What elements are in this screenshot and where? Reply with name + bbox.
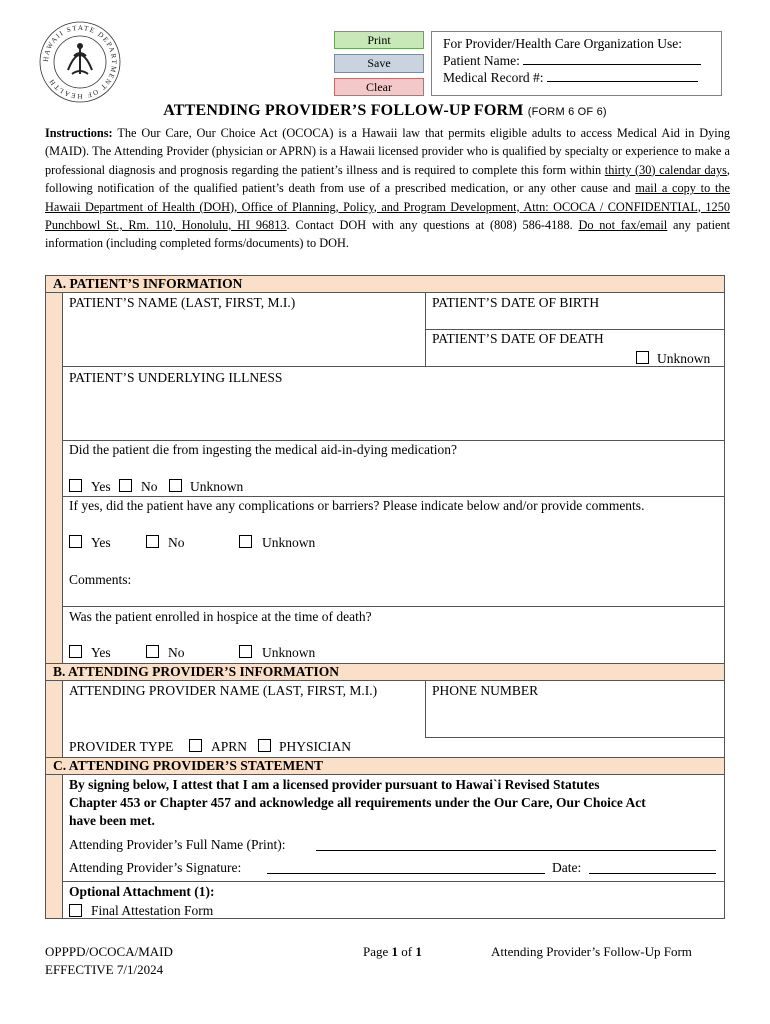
department-of-health-seal	[38, 20, 122, 104]
page-num: 1	[391, 944, 399, 959]
divider	[425, 681, 426, 738]
provider-type-label: PROVIDER TYPE	[69, 739, 174, 754]
patient-dod-label: PATIENT’S DATE OF DEATH	[432, 331, 604, 346]
attestation-line-2: Chapter 453 or Chapter 457 and acknowledge all requirements under the Our Care, Our Choice Act	[69, 795, 646, 810]
page-total: 1	[415, 944, 422, 959]
signature-label: Attending Provider’s Signature:	[69, 860, 242, 875]
dod-unknown-label: Unknown	[657, 351, 711, 366]
date-label: Date:	[552, 860, 582, 875]
q1-no-label: No	[141, 479, 158, 494]
q1-yes-label: Yes	[91, 479, 111, 494]
q1-unknown-label: Unknown	[190, 479, 244, 494]
final-attestation-label: Final Attestation Form	[91, 903, 214, 918]
q3-unknown-checkbox[interactable]	[239, 645, 252, 658]
physician-checkbox[interactable]	[258, 739, 271, 752]
question-died-from-medication: Did the patient die from ingesting the medical aid-in-dying medication?	[69, 442, 458, 457]
q3-yes-label: Yes	[91, 645, 111, 660]
print-button[interactable]: Print	[334, 31, 424, 49]
page-prefix: Page	[363, 944, 392, 959]
instructions-text-4: any patient information (including completed forms/documents) to DOH.	[45, 218, 731, 251]
section-a-header: A. PATIENT’S INFORMATION	[46, 275, 724, 293]
section-b-sidebar	[46, 681, 63, 757]
title-main: ATTENDING PROVIDER’S FOLLOW-UP FORM	[163, 102, 524, 119]
divider	[63, 440, 724, 441]
q2-yes-checkbox[interactable]	[69, 535, 82, 548]
instructions-deadline: thirty (30) calendar days	[604, 162, 727, 177]
full-name-label: Attending Provider’s Full Name (Print):	[69, 837, 286, 852]
footer-effective: EFFECTIVE 7/1/2024	[45, 962, 164, 977]
physician-label: PHYSICIAN	[279, 739, 352, 754]
date-line[interactable]	[589, 873, 716, 874]
divider	[63, 496, 724, 497]
page-title	[0, 102, 770, 120]
title-sub: (FORM 6 OF 6)	[527, 106, 607, 118]
patient-name-label: Patient Name:	[443, 53, 520, 68]
clear-button[interactable]: Clear	[334, 78, 424, 96]
footer-form-name: Attending Provider’s Follow-Up Form	[491, 944, 692, 959]
dod-unknown-checkbox[interactable]	[636, 351, 649, 364]
q3-unknown-label: Unknown	[262, 645, 316, 660]
medical-record-line[interactable]	[547, 69, 698, 82]
full-name-line[interactable]	[316, 850, 716, 851]
attestation-line-3: have been met.	[69, 813, 155, 828]
divider	[63, 606, 724, 607]
q3-no-label: No	[168, 645, 185, 660]
q2-no-label: No	[168, 535, 185, 550]
patient-name-row	[443, 52, 721, 69]
instructions	[45, 124, 730, 253]
signature-line[interactable]	[267, 873, 545, 874]
svg-text:HAWAII STATE DEPARTMENT OF HEA: HAWAII STATE DEPARTMENT OF HEALTH	[41, 23, 119, 101]
provider-box-heading: For Provider/Health Care Organization Use:	[443, 36, 682, 51]
save-button[interactable]: Save	[334, 54, 424, 73]
divider	[425, 329, 724, 330]
divider	[425, 737, 724, 738]
q1-unknown-checkbox[interactable]	[169, 479, 182, 492]
medical-record-label: Medical Record #:	[443, 70, 544, 85]
instructions-text-2: , following notification of the qualified patient’s death from use of a prescribed medication, or any other cause and	[45, 162, 730, 196]
q3-no-checkbox[interactable]	[146, 645, 159, 658]
attestation-line-1: By signing below, I attest that I am a licensed provider pursuant to Hawai`i Revised Statutes	[69, 777, 600, 792]
section-c-header: C. ATTENDING PROVIDER’S STATEMENT	[46, 757, 724, 775]
provider-name-label: ATTENDING PROVIDER NAME (LAST, FIRST, M.I.)	[69, 683, 378, 698]
q3-yes-checkbox[interactable]	[69, 645, 82, 658]
section-b-header: B. ATTENDING PROVIDER’S INFORMATION	[46, 663, 724, 681]
q2-yes-label: Yes	[91, 535, 111, 550]
section-c-sidebar	[46, 775, 63, 918]
underlying-illness-label: PATIENT’S UNDERLYING ILLNESS	[69, 370, 283, 385]
q1-no-checkbox[interactable]	[119, 479, 132, 492]
comments-label: Comments:	[69, 572, 132, 587]
divider	[63, 366, 724, 367]
aprn-label: APRN	[211, 739, 248, 754]
instructions-text-3: . Contact DOH with any questions at (808) 586-4188.	[286, 218, 579, 233]
instructions-no-fax: Do not fax/email	[578, 218, 668, 233]
instructions-text-1: The Our Care, Our Choice Act (OCOCA) is a Hawaii law that permits eligible adults to access Medical Aid in Dying (MAID). The Attending Provider (physician or APRN) is a Hawaii licensed provider who is qualified by specialty or experience to make a professional diagnosis and prognosis regarding the patient’s illness and is required to complete this form within	[45, 126, 730, 177]
divider	[63, 881, 724, 882]
q1-yes-checkbox[interactable]	[69, 479, 82, 492]
patient-name-label: PATIENT’S NAME (LAST, FIRST, M.I.)	[69, 295, 296, 310]
footer-page-number	[363, 944, 422, 960]
question-complications: If yes, did the patient have any complications or barriers? Please indicate below and/or provide comments.	[69, 498, 645, 513]
q2-unknown-label: Unknown	[262, 535, 316, 550]
final-attestation-checkbox[interactable]	[69, 904, 82, 917]
provider-use-box	[431, 31, 722, 96]
page-of: of	[398, 944, 416, 959]
question-hospice: Was the patient enrolled in hospice at the time of death?	[69, 609, 372, 624]
q2-no-checkbox[interactable]	[146, 535, 159, 548]
section-a-sidebar	[46, 293, 63, 663]
instructions-label: Instructions:	[45, 126, 113, 140]
footer-code: OPPPD/OCOCA/MAID	[45, 944, 173, 959]
optional-attachment-label: Optional Attachment (1):	[69, 884, 215, 899]
phone-number-label: PHONE NUMBER	[432, 683, 539, 698]
medical-record-row	[443, 69, 721, 86]
aprn-checkbox[interactable]	[189, 739, 202, 752]
q2-unknown-checkbox[interactable]	[239, 535, 252, 548]
instructions-mail-address: mail a copy to the Hawaii Department of Health (DOH), Office of Planning, Policy, and Program Development, Attn: OCOCA / CONFIDENTIAL, 1250 Punchbowl St., Rm. 110, Honolulu, HI 96813	[45, 181, 730, 233]
patient-dob-label: PATIENT’S DATE OF BIRTH	[432, 295, 600, 310]
patient-name-line[interactable]	[523, 52, 701, 65]
